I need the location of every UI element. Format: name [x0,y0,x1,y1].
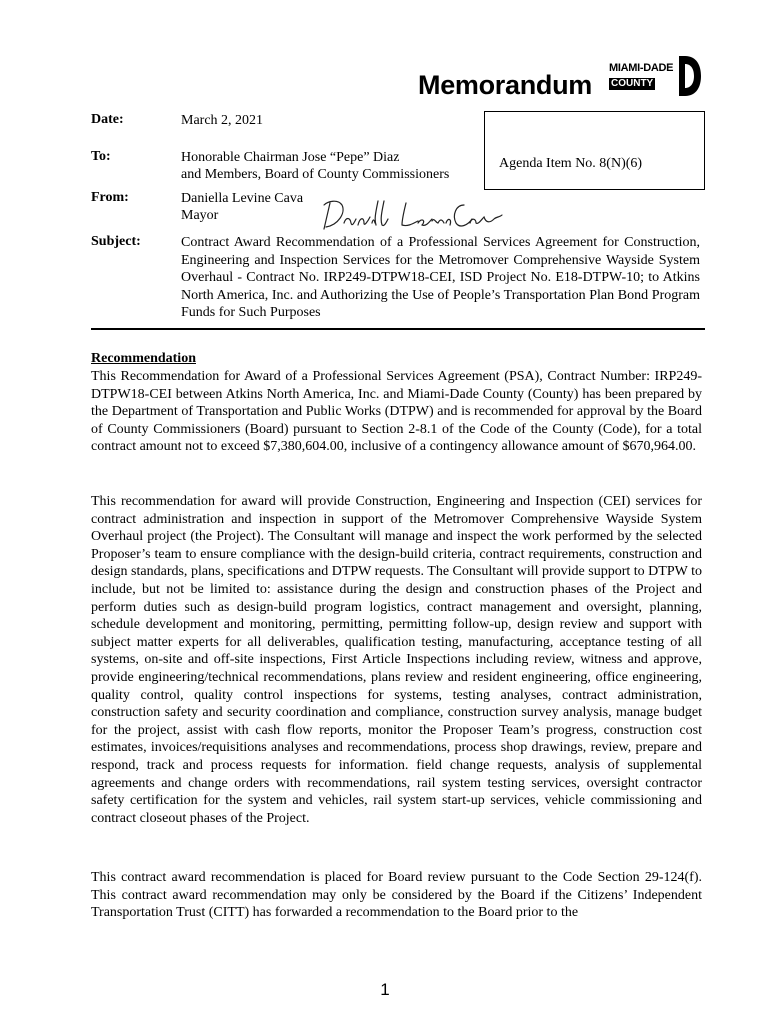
to-recipient-line2: and Members, Board of County Commissioners [181,167,450,182]
agenda-item-number: Agenda Item No. 8(N)(6) [499,156,643,171]
agenda-item-box [484,111,705,190]
memo-title: Memorandum [418,70,593,100]
recommendation-heading: Recommendation [91,351,196,366]
date-value: March 2, 2021 [181,113,264,128]
page-number: 1 [380,980,390,999]
logo-d-mark-icon [679,56,701,96]
logo-text-line1: MIAMI-DADE [609,62,674,74]
from-label: From: [91,190,129,205]
paragraph-services: This recommendation for award will provide Construction, Engineering and Inspection (CEI) services for contract administration and inspection in support of the Metromover Comprehensive Wayside System Overhaul project (the Project). The Consultant will manage and inspect the work performed by the selected Proposer’s team to ensure compliance with the design-build criteria, contract requirements, construction and design standards, plans, specifications and DTPW requests. The Consultant will provide support to DTPW to include, but not be limited to: assistance during the design and construction phases of the Project and perform duties such as design-build program logistics, contract management and oversight, planning, schedule development and monitoring, permitting, permitting follow-up, design review and support with subject matter experts for all deliverables, qualification testing, manufacturing, acceptance testing of all systems, on-site and off-site inspections, First Article Inspections including review, witness and approve, provide engineering/technical recommendations, plans review and resident engineering, office engineering, quality control, quality control inspections for systems, testing analyses, contract administration, construction safety and security coordination and compliance, construction survey analysis, manage budget for the project, assist with cash flow reports, monitor the Proposer Team’s progress, construction cost estimates, invoices/requisitions analyses and recommendations, process shop drawings, review, prepare and respond, track and process requests for information. field change requests, analysis of supplemental agreements and change orders with recommendations, rail system testing services, oversight contractor safety certification for the system and vehicles, rail system start-up services, vehicle commissioning and contract closeout phases of the Project. [91,494,702,826]
from-name: Daniella Levine Cava [181,191,304,206]
miami-dade-county-logo [609,56,701,98]
logo-text-line2: COUNTY [611,78,654,89]
to-label: To: [91,149,111,164]
handwritten-signature [318,193,503,238]
paragraph-recommendation: This Recommendation for Award of a Professional Services Agreement (PSA), Contract Number: IRP249-DTPW18-CEI between Atkins North America, Inc. and Miami-Dade County (County) has been prepared by the Department of Transportation and Public Works (DTPW) and is recommended for approval by the Board of County Commissioners (Board) pursuant to Section 2-8.1 of the Code of the County (Code), for a total contract amount not to exceed $7,380,604.00, inclusive of a contingency allowance amount of $670,964.00. [91,369,702,455]
to-recipient-line1: Honorable Chairman Jose “Pepe” Diaz [181,150,400,165]
header-divider [91,328,705,330]
subject-label: Subject: [91,234,141,249]
from-title: Mayor [181,208,219,223]
subject-text: Contract Award Recommendation of a Professional Services Agreement for Construction, Engineering and Inspection Services for the Metromover Comprehensive Wayside System Overhaul - Contract No. IRP249-DTPW18-CEI, ISD Project No. E18-DTPW-10; to Atkins North America, Inc. and Authorizing the Use of People’s Transportation Plan Bond Program Funds for Such Purposes [181,235,700,321]
paragraph-board-review: This contract award recommendation is placed for Board review pursuant to the Code Section 29-124(f). This contract award recommendation may only be considered by the Board if the Citizens’ Independent Transportation Trust (CITT) has forwarded a recommendation to the Board prior to the [91,870,702,921]
date-label: Date: [91,112,124,127]
